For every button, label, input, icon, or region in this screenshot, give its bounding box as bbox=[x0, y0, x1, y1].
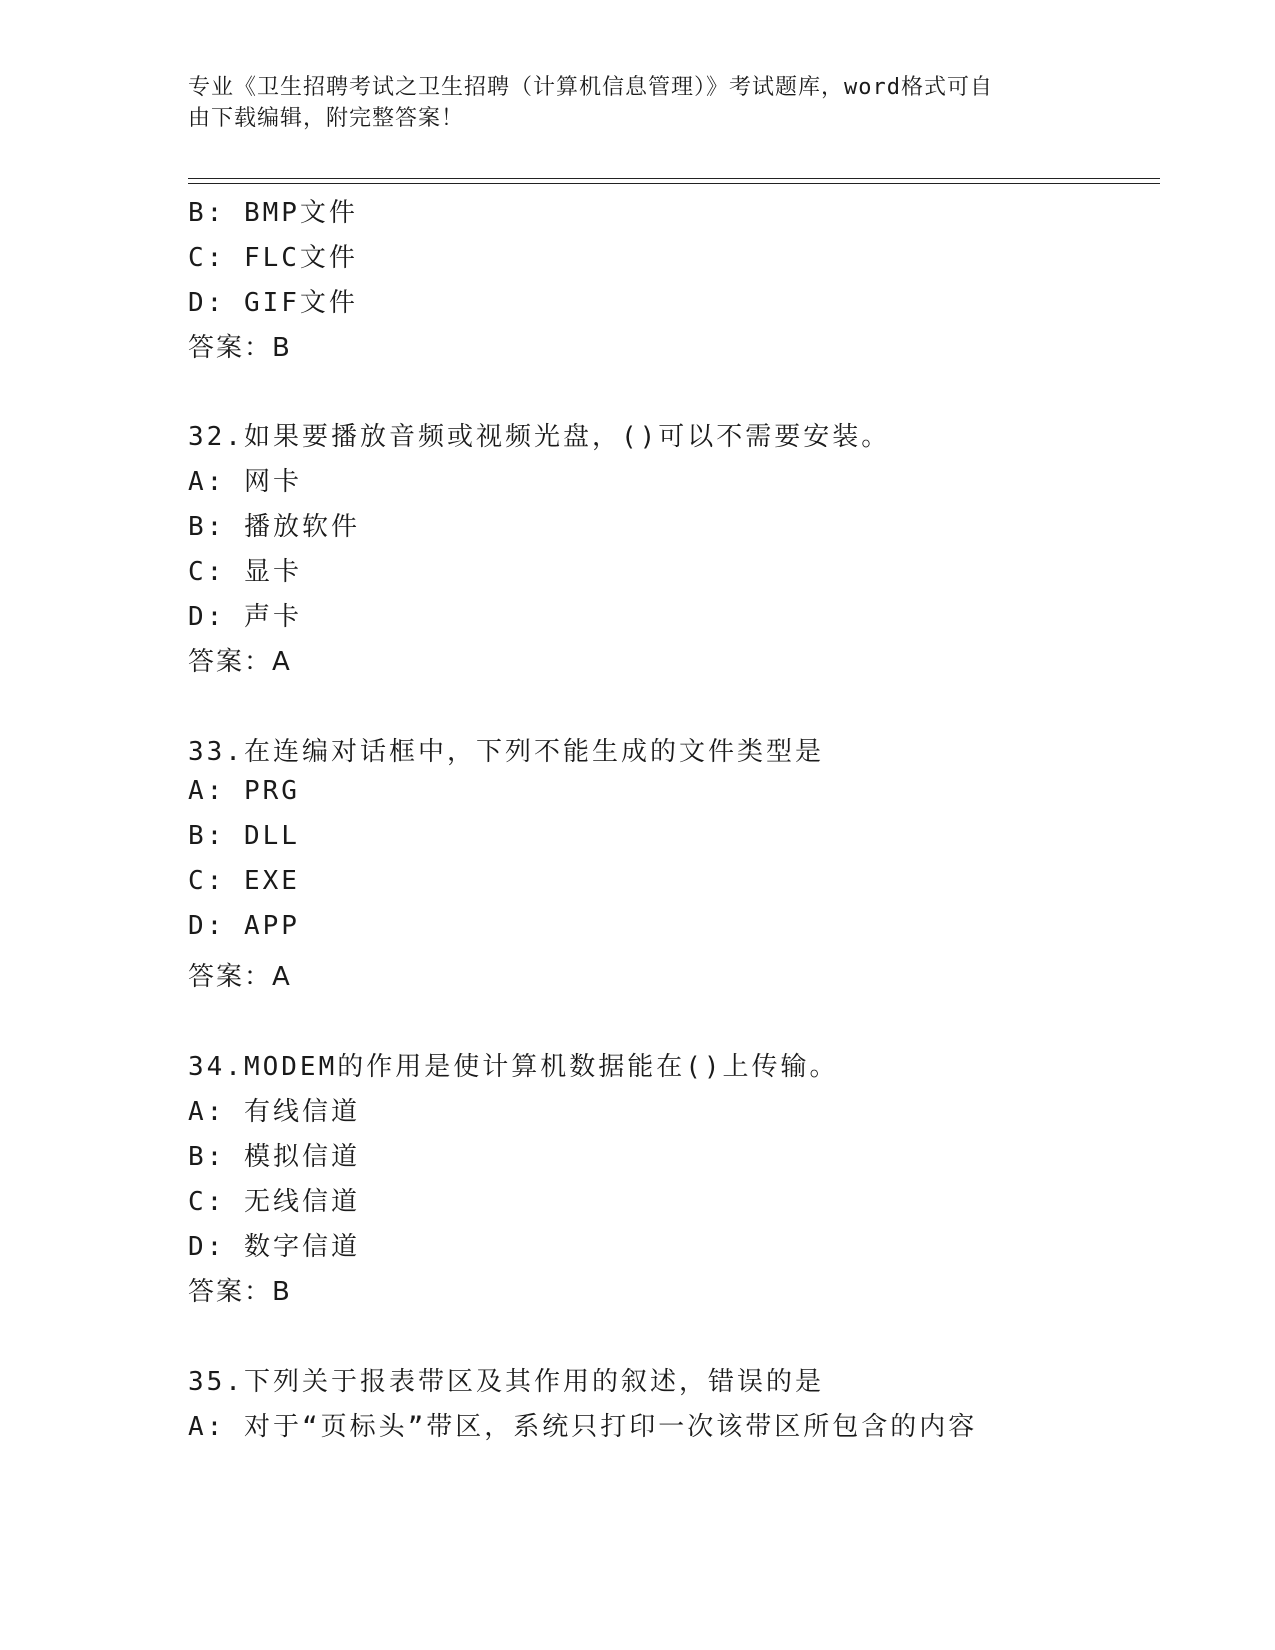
option-d: D: GIF文件 bbox=[188, 288, 358, 318]
document-header bbox=[188, 72, 1068, 134]
option-b: B: 播放软件 bbox=[188, 512, 360, 542]
question-stem: 32.如果要播放音频或视频光盘，()可以不需要安装。 bbox=[188, 422, 891, 452]
header-divider-top bbox=[188, 178, 1160, 179]
option-b: B: 模拟信道 bbox=[188, 1142, 360, 1172]
answer-label: 答案：A bbox=[188, 962, 292, 992]
option-b: B: DLL bbox=[188, 821, 300, 851]
question-stem: 35.下列关于报表带区及其作用的叙述，错误的是 bbox=[188, 1367, 824, 1397]
option-a: A: 对于“页标头”带区，系统只打印一次该带区所包含的内容 bbox=[188, 1412, 978, 1442]
header-divider-bottom bbox=[188, 183, 1160, 184]
option-a: A: 网卡 bbox=[188, 467, 302, 497]
option-c: C: 显卡 bbox=[188, 557, 302, 587]
option-a: A: 有线信道 bbox=[188, 1097, 360, 1127]
option-d: D: 声卡 bbox=[188, 602, 302, 632]
question-stem: 33.在连编对话框中，下列不能生成的文件类型是 bbox=[188, 737, 824, 767]
option-c: C: FLC文件 bbox=[188, 243, 358, 273]
header-line-2: 由下载编辑，附完整答案！ bbox=[188, 106, 465, 131]
option-a: A: PRG bbox=[188, 776, 300, 806]
option-c: C: 无线信道 bbox=[188, 1187, 360, 1217]
option-d: D: 数字信道 bbox=[188, 1232, 360, 1262]
answer-label: 答案：B bbox=[188, 333, 292, 363]
question-stem: 34.MODEM的作用是使计算机数据能在()上传输。 bbox=[188, 1052, 839, 1082]
answer-label: 答案：A bbox=[188, 647, 292, 677]
option-d: D: APP bbox=[188, 911, 300, 941]
option-b: B: BMP文件 bbox=[188, 198, 358, 228]
answer-label: 答案：B bbox=[188, 1277, 292, 1307]
option-c: C: EXE bbox=[188, 866, 300, 896]
header-line-1: 专业《卫生招聘考试之卫生招聘（计算机信息管理）》考试题库，word格式可自 bbox=[188, 75, 993, 100]
